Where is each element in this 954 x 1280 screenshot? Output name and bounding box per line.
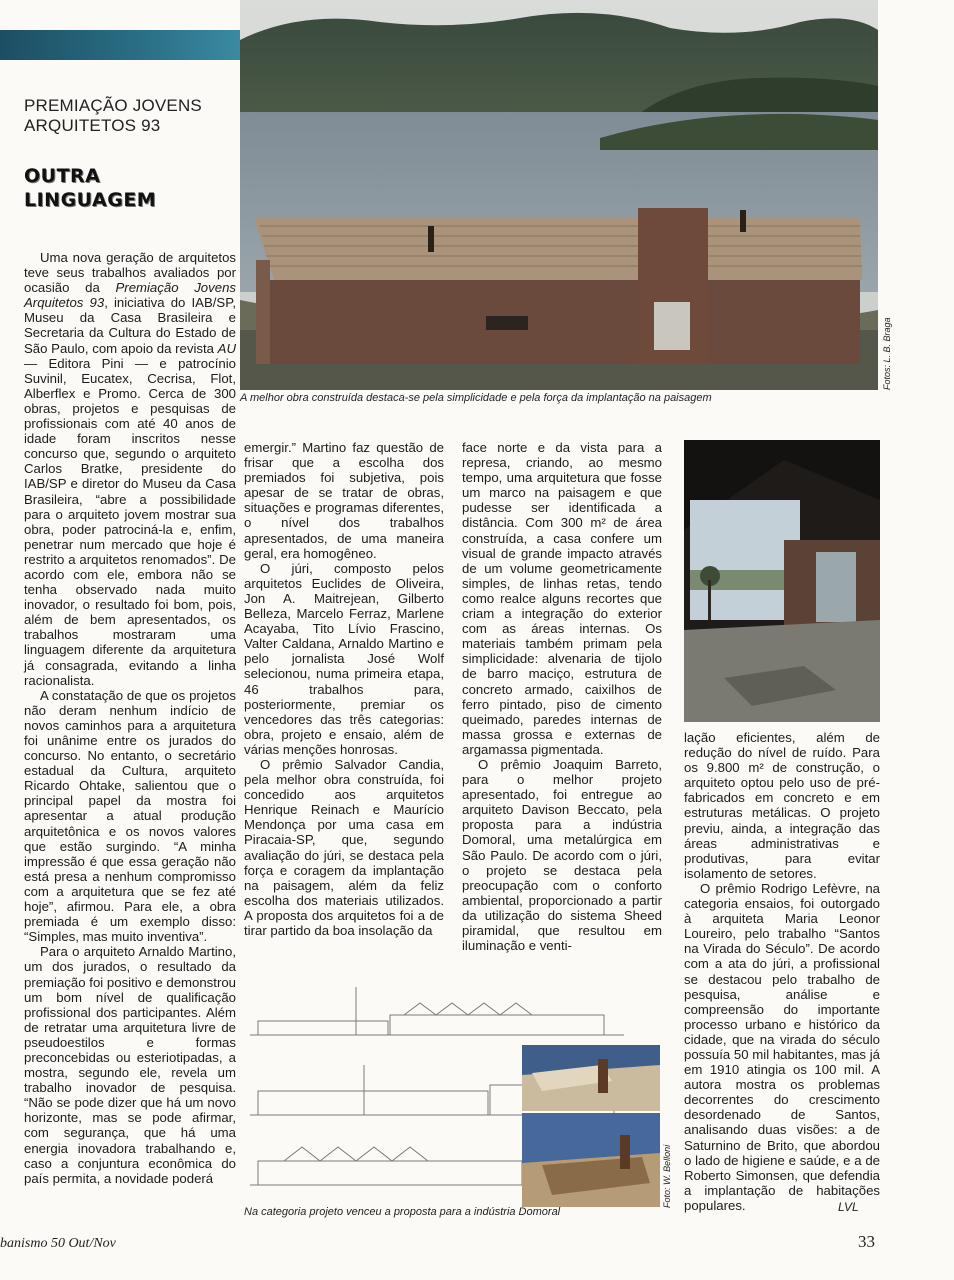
drawings-caption: Na categoria projeto venceu a proposta para a indústria Domoral	[244, 1206, 561, 1218]
paragraph: face norte e da vista para a represa, criando, ao mesmo tempo, uma arquitetura que fosse um marco na paisagem e que pudesse ser identificada a distância. Com 300 m² de área construída, a casa confere um visual de grande impacto através de um volume geometricamente simples, de linhas retas, tendo como realce alguns recortes que criam a integração do exterior com as áreas internas. Os materiais também primam pela simplicidade: alvenaria de tijolo de barro maciço, estrutura de concreto armado, caixilhos de ferro pintado, piso de cimento queimado, paredes internas de massa grossa e externas de argamassa pigmentada.	[462, 440, 662, 757]
header-band	[0, 30, 240, 60]
magazine-footer: banismo 50 Out/Nov	[0, 1236, 116, 1251]
paragraph: O prêmio Joaquim Barreto, para o melhor projeto apresentado, foi entregue ao arquiteto Davison Beccato, pela proposta para a indústria Domoral, uma metalúrgica em São Paulo. De acordo com o júri, o projeto se destaca pela preocupação com o conforto ambiental, proporcionado a partir da utilização do sistema Sheed piramidal, que resultou em iluminação e venti-	[462, 756, 662, 954]
house-lake-photo	[240, 0, 878, 390]
drawings-credit: Foto: W. Belloni	[662, 1144, 672, 1208]
model-photo-1	[522, 1045, 660, 1111]
paragraph: Para o arquiteto Arnaldo Martino, um dos jurados, o resultado da premiação foi positivo e demonstrou um bom nível de qualificação profissional dos participantes. Além de retratar uma arquitetura livre de pseudoestilos e formas preconcebidas ou esteriotipadas, a mostra, segundo ele, revela um trabalho inovador de pesquisa. “Não se pode dizer que há um novo horizonte, mas se pode afirmar, com segurança, que há uma energia inovadora trabalhando e, caso a conjuntura econômica do país permita, a novidade poderá	[24, 944, 236, 1186]
text-column-1	[24, 250, 236, 1186]
text-column-4	[684, 730, 880, 1213]
section-title-line1: PREMIAÇÃO JOVENS	[24, 96, 202, 115]
photo-top-credit: Fotos: L. B. Braga	[882, 317, 892, 390]
author-signature: LVL	[838, 1200, 859, 1214]
paragraph: A constatação de que os projetos não deram nenhum indício de novos caminhos para a arquitetura foi unânime entre os jurados do concurso. No entanto, o secretário estadual da Cultura, arquiteto Ricardo Ohtake, salientou que o principal papel da mostra foi apresentar a atual produção arquitetônica e os novos valores que estão surgindo. “A minha impressão é que essa geração não está presa a nenhum compromisso com a arquitetura que se fez até hoje”, afirmou. Para ele, a obra premiada é um exemplo disso: “Simples, mas muito inventiva”.	[24, 687, 236, 945]
paragraph: emergir.” Martino faz questão de frisar que a escolha dos premiados foi subjetiva, pois apesar de se tratar de obras, situações e programas diferentes, o nível dos trabalhos apresentados, de uma maneira geral, era homogêneo.	[244, 440, 444, 561]
model-photo-2	[522, 1113, 660, 1207]
paragraph: O júri, composto pelos arquitetos Euclides de Oliveira, Jon A. Maitrejean, Gilberto Belleza, Marcelo Ferraz, Marlene Acayaba, Tito Lívio Frascino, Valter Caldana, Arnaldo Martino e pelo jornalista José Wolf selecionou, numa primeira etapa, 46 trabalhos para, posteriormente, premiar os vencedores das três categorias: obra, projeto e ensaio, além de várias menções honrosas.	[244, 560, 444, 757]
headline	[24, 164, 234, 212]
headline-line1: OUTRA	[24, 165, 101, 187]
photo-top-caption: A melhor obra construída destaca-se pela simplicidade e pela força da implantação na paisagem	[240, 392, 712, 404]
paragraph: Uma nova geração de arquitetos teve seus trabalhos avaliados por ocasião da Premiação Jovens Arquitetos 93, iniciativa do IAB/SP, Museu da Casa Brasileira e Secretaria da Cultura do Estado de São Paulo, com apoio da revista AU — Editora Pini — e patrocínio Suvinil, Eucatex, Cecrisa, Flot, Alberflex e Promo. Cerca de 300 obras, projetos e pesquisas de profissionais com até 40 anos de idade foram inscritos nesse concurso que, segundo o arquiteto Carlos Bratke, presidente do IAB/SP e diretor do Museu da Casa Brasileira, “abre a possibilidade para o arquiteto jovem mostrar sua obra, poder patrociná-la e, enfim, penetrar num mercado que hoje é restrito a arquitetos renomados”. De acordo com ele, embora não se tenha observado nada muito inovador, o resultado foi bom, pois, além de bem apresentados, os trabalhos mostraram uma linguagem diferente da arquitetura já consagrada, evitando a linha racionalista.	[24, 250, 237, 688]
section-title	[24, 96, 234, 136]
paragraph: O prêmio Salvador Candia, pela melhor obra construída, foi concedido aos arquitetos Henrique Reinach e Maurício Mendonça por uma casa em Piracaia-SP, que, segundo avaliação do júri, se destaca pela força e coragem da implantação na paisagem, além da feliz escolha dos materiais utilizados. A proposta dos arquitetos foi a de tirar partido da boa insolação da	[244, 756, 444, 938]
section-title-line2: ARQUITETOS 93	[24, 116, 161, 135]
interior-photo	[684, 440, 880, 722]
paragraph: O prêmio Rodrigo Lefèvre, na categoria ensaios, foi outorgado à arquiteta Maria Leonor Loureiro, pelo trabalho “Santos na Virada do Século”. De acordo com a ata do júri, a profissional se destacou pelo trabalho de pesquisa, análise e compreensão do importante processo urbano e histórico da cidade, que na virada do século possuía 50 mil habitantes, mas já em 1910 atingia os 100 mil. A autora mostra os problemas decorrentes do crescimento desordenado de Santos, analisando duas visões: a de Saturnino de Brito, que abordou o lado de higiene e saúde, e a de Roberto Simonsen, que defendia a implantação de habitações populares.	[684, 880, 880, 1213]
headline-line2: LINGUAGEM	[24, 189, 157, 211]
paragraph: lação eficientes, além de redução do nível de ruído. Para os 9.800 m² de construção, o arquiteto optou pelo uso de pré-fabricados em concreto e em estruturas metálicas. O projeto previu, ainda, a integração das áreas administrativas e produtivas, para evitar isolamento de setores.	[684, 730, 880, 881]
text-column-3	[462, 440, 662, 953]
page-number: 33	[858, 1232, 875, 1251]
text-column-2	[244, 440, 444, 938]
